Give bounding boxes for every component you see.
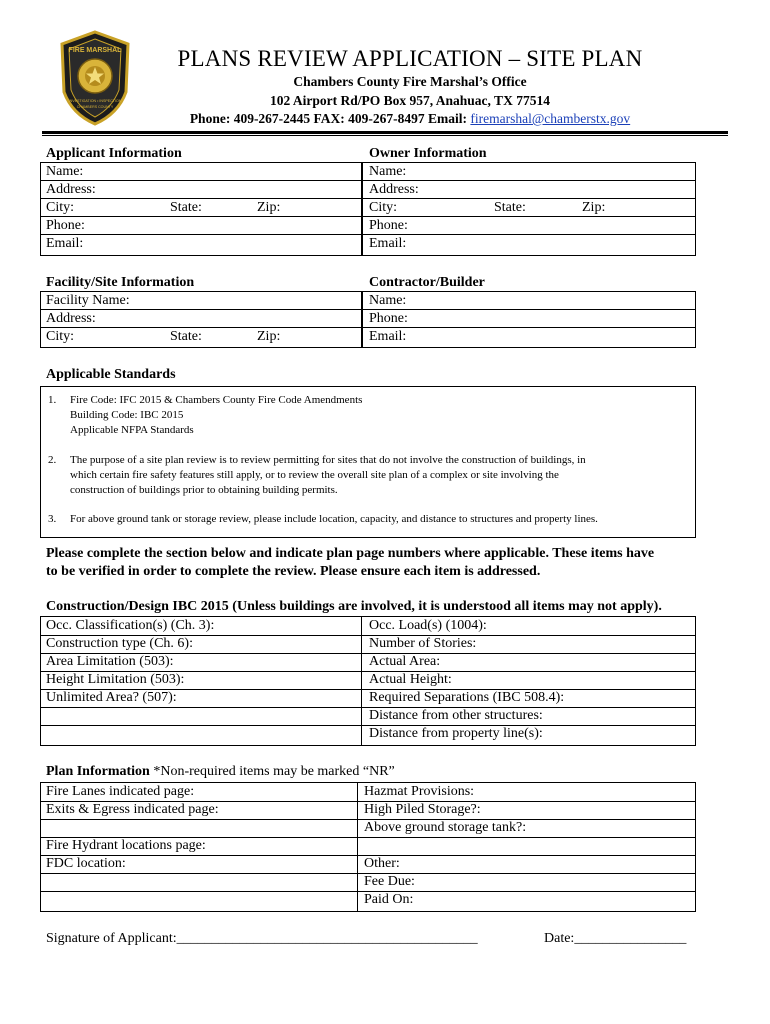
field-label: Facility Name:	[46, 293, 130, 308]
owner-city-row[interactable]	[363, 199, 695, 217]
table-row	[41, 891, 695, 909]
zip-label: Zip:	[582, 200, 606, 215]
applicant-phone-field[interactable]	[41, 217, 361, 235]
state-label: State:	[170, 329, 202, 344]
standard-3-number: 3.	[48, 513, 57, 525]
field-label: Name:	[369, 293, 407, 308]
instructions-line: Please complete the section below and indicate plan page numbers where applicable. These items have	[46, 546, 655, 561]
state-label: State:	[170, 200, 202, 215]
email-link[interactable]: firemarshal@chamberstx.gov	[470, 111, 631, 126]
cell-label[interactable]: Actual Area:	[369, 654, 441, 669]
standards-section-title: Applicable Standards	[46, 367, 176, 382]
cell-label[interactable]: Actual Height:	[369, 672, 452, 687]
cell-label[interactable]: Occ. Classification(s) (Ch. 3):	[46, 618, 215, 633]
applicant-section-title: Applicant Information	[46, 146, 182, 161]
standard-2-text	[70, 453, 586, 498]
cell-label[interactable]: Height Limitation (503):	[46, 672, 185, 687]
owner-box	[362, 162, 696, 256]
contractor-name-field[interactable]	[363, 292, 695, 310]
badge-county: CHAMBERS COUNTY	[76, 105, 114, 109]
cell-label[interactable]: Required Separations (IBC 508.4):	[369, 690, 565, 705]
zip-label: Zip:	[257, 200, 281, 215]
table-row	[41, 801, 695, 820]
owner-address-field[interactable]	[363, 181, 695, 199]
cell-label[interactable]: FDC location:	[46, 856, 126, 871]
field-label: Phone:	[46, 218, 85, 233]
standard-line: For above ground tank or storage review, please include location, capacity, and distance to structures and property lines.	[70, 513, 598, 525]
plan-table	[40, 782, 696, 912]
table-row	[41, 873, 695, 892]
field-label: Phone:	[369, 218, 408, 233]
field-label: Email:	[46, 236, 84, 251]
applicant-city-row[interactable]	[41, 199, 361, 217]
field-label: Phone:	[369, 311, 408, 326]
standards-box	[40, 386, 696, 538]
date-field[interactable]: Date:________________	[544, 931, 687, 946]
signature-field[interactable]: Signature of Applicant:___________________________________________	[46, 931, 478, 946]
table-row	[41, 783, 695, 802]
badge-sub: INVESTIGATION • INSPECTION	[68, 99, 122, 103]
state-label: State:	[494, 200, 526, 215]
standard-line: Fire Code: IFC 2015 & Chambers County Fire Code Amendments	[70, 394, 363, 406]
contractor-phone-field[interactable]	[363, 310, 695, 328]
facility-address-field[interactable]	[41, 310, 361, 328]
contact-line	[150, 111, 670, 127]
applicant-address-field[interactable]	[41, 181, 361, 199]
facility-name-field[interactable]	[41, 292, 361, 310]
cell-label[interactable]: Distance from property line(s):	[369, 726, 543, 741]
facility-box	[40, 291, 362, 348]
contractor-email-field[interactable]	[363, 328, 695, 346]
owner-email-field[interactable]	[363, 235, 695, 253]
table-row	[41, 671, 695, 690]
cell-label[interactable]: Distance from other structures:	[369, 708, 543, 723]
contact-phone-fax: Phone: 409-267-2445 FAX: 409-267-8497 Email:	[189, 111, 471, 126]
page-title: PLANS REVIEW APPLICATION – SITE PLAN	[177, 46, 643, 71]
construction-section-title: Construction/Design IBC 2015 (Unless buildings are involved, it is understood all items may not apply).	[46, 599, 662, 614]
table-row	[41, 707, 695, 726]
badge-text: FIRE MARSHAL	[68, 47, 122, 54]
standard-line: Applicable NFPA Standards	[70, 424, 194, 436]
facility-section-title: Facility/Site Information	[46, 275, 195, 290]
owner-section-title: Owner Information	[369, 146, 487, 161]
cell-label[interactable]: Occ. Load(s) (1004):	[369, 618, 487, 633]
standard-2-number: 2.	[48, 454, 57, 466]
cell-label[interactable]: Fire Hydrant locations page:	[46, 838, 206, 853]
field-label: Address:	[369, 182, 419, 197]
owner-name-field[interactable]	[363, 163, 695, 181]
contractor-section-title: Contractor/Builder	[369, 275, 485, 290]
instructions-line: to be verified in order to complete the review. Please ensure each item is addressed.	[46, 564, 541, 579]
contractor-box	[362, 291, 696, 348]
table-row	[41, 653, 695, 672]
cell-label[interactable]: Paid On:	[364, 892, 414, 907]
field-label: Email:	[369, 236, 407, 251]
table-row	[41, 725, 695, 743]
applicant-email-field[interactable]	[41, 235, 361, 253]
office-name: Chambers County Fire Marshal’s Office	[293, 74, 527, 89]
standard-1-text	[70, 393, 362, 438]
city-label: City:	[46, 200, 75, 215]
standard-line: The purpose of a site plan review is to review permitting for sites that do not involve the construction of buildings, in	[70, 454, 586, 466]
cell-label[interactable]: Above ground storage tank?:	[364, 820, 527, 835]
table-row	[41, 819, 695, 838]
standard-line: construction of buildings prior to obtaining building permits.	[70, 484, 338, 496]
cell-label[interactable]: High Piled Storage?:	[364, 802, 481, 817]
owner-phone-field[interactable]	[363, 217, 695, 235]
table-row	[41, 617, 695, 636]
cell-label[interactable]: Hazmat Provisions:	[364, 784, 475, 799]
cell-label[interactable]: Construction type (Ch. 6):	[46, 636, 193, 651]
cell-label[interactable]: Number of Stories:	[369, 636, 477, 651]
applicant-name-field[interactable]	[41, 163, 361, 181]
plan-section-title: Plan Information	[46, 764, 150, 779]
city-label: City:	[369, 200, 398, 215]
applicant-box	[40, 162, 362, 256]
field-label: Name:	[369, 164, 407, 179]
cell-label[interactable]: Unlimited Area? (507):	[46, 690, 177, 705]
field-label: Email:	[369, 329, 407, 344]
cell-label[interactable]: Fire Lanes indicated page:	[46, 784, 195, 799]
cell-label[interactable]: Fee Due:	[364, 874, 415, 889]
zip-label: Zip:	[257, 329, 281, 344]
fire-marshal-badge	[58, 30, 132, 126]
office-address: 102 Airport Rd/PO Box 957, Anahuac, TX 77514	[270, 93, 550, 108]
construction-table	[40, 616, 696, 746]
table-row	[41, 837, 695, 856]
instructions	[46, 545, 654, 581]
field-label: Name:	[46, 164, 84, 179]
table-row	[41, 635, 695, 654]
facility-city-row[interactable]	[41, 328, 361, 346]
standard-1-number: 1.	[48, 394, 57, 406]
table-row	[41, 689, 695, 708]
header-divider	[42, 131, 728, 134]
field-label: Address:	[46, 311, 96, 326]
cell-label[interactable]: Other:	[364, 856, 400, 871]
field-label: Address:	[46, 182, 96, 197]
header-divider-thin	[42, 135, 728, 136]
plan-section-note: *Non-required items may be marked “NR”	[149, 764, 395, 779]
cell-label[interactable]: Area Limitation (503):	[46, 654, 174, 669]
standard-3-text	[70, 512, 598, 527]
standard-line: Building Code: IBC 2015	[70, 409, 184, 421]
standard-line: which certain fire safety features still apply, or to review the overall site plan of a complex or site involving the	[70, 469, 559, 481]
table-row	[41, 855, 695, 874]
cell-label[interactable]: Exits & Egress indicated page:	[46, 802, 219, 817]
plan-section-header	[46, 764, 395, 780]
city-label: City:	[46, 329, 75, 344]
